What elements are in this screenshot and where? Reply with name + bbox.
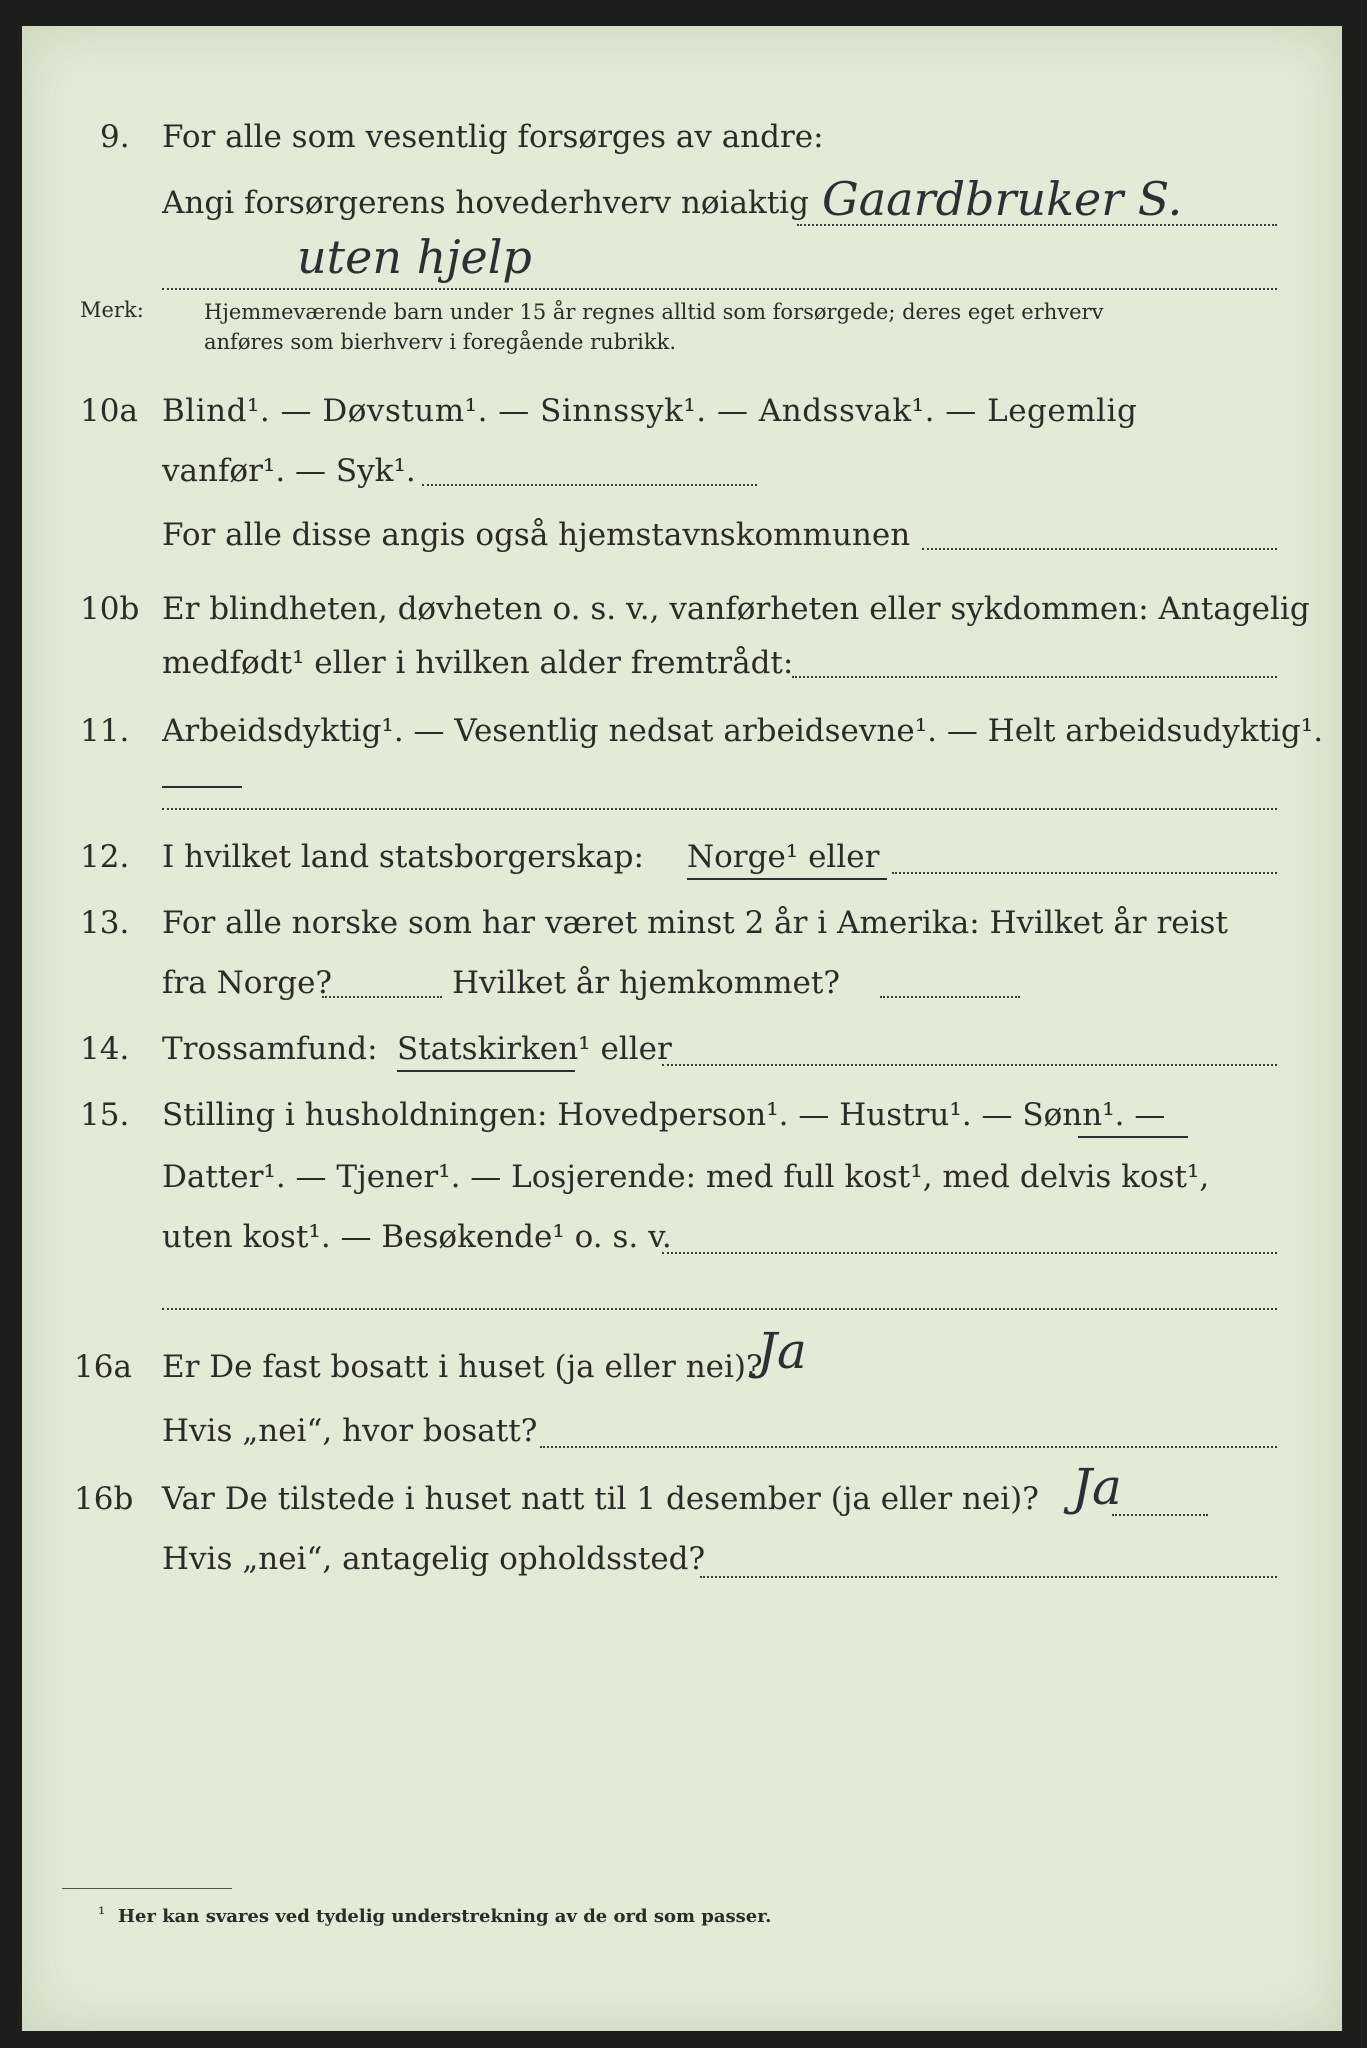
footnote-rule: [62, 1888, 232, 1889]
q10b-answer-line: [792, 676, 1277, 678]
q16a-number: 16a: [74, 1349, 132, 1385]
q10a-line3: For alle disse angis også hjemstavnskommunen: [162, 517, 911, 553]
q10a-hjemstavn-answer-line: [922, 548, 1277, 550]
q10a-number: 10a: [80, 393, 138, 429]
q14-answer-line: [662, 1064, 1277, 1066]
q13-number: 13.: [80, 905, 130, 941]
q16b-opholdssted-answer-line: [700, 1576, 1277, 1578]
q11-answer-line: [162, 808, 1277, 810]
q16a-answer-line: [540, 1446, 1277, 1448]
q10b-number: 10b: [80, 591, 140, 627]
merk-label: Merk:: [80, 298, 144, 322]
q11-underline-mark: [162, 786, 242, 788]
q12-option: Norge¹ eller: [687, 839, 880, 875]
q15-line3: uten kost¹. — Besøkende¹ o. s. v.: [162, 1219, 672, 1255]
q15-answer-line: [662, 1252, 1277, 1254]
q16b-handwritten-answer: Ja: [1072, 1458, 1122, 1516]
q11-number: 11.: [80, 713, 130, 749]
q13-hjemkommet-answer-line: [880, 996, 1020, 998]
q9-number: 9.: [100, 119, 130, 155]
q9-answer-line2: [162, 288, 1277, 290]
footnote-text: Her kan svares ved tydelig understrekning av de ord som passer.: [118, 1906, 772, 1927]
q10a-line1: Blind¹. — Døvstum¹. — Sinnssyk¹. — Andssvak¹. — Legemlig: [162, 393, 1138, 429]
q15-line2: Datter¹. — Tjener¹. — Losjerende: med full kost¹, med delvis kost¹,: [162, 1159, 1210, 1195]
q11-line1: Arbeidsdyktig¹. — Vesentlig nedsat arbeidsevne¹. — Helt arbeidsudyktig¹.: [162, 713, 1324, 749]
q13-reist-answer-line: [322, 996, 442, 998]
q16b-answer-line: [1112, 1514, 1208, 1516]
q10a-syk-answer-line: [422, 484, 757, 486]
q14-underline-mark: [397, 1070, 575, 1072]
q13-line2b: Hvilket år hjemkommet?: [452, 965, 840, 1001]
q10a-line2: vanfør¹. — Syk¹.: [162, 453, 416, 489]
q12-answer-line: [892, 872, 1277, 874]
q9-line1: For alle som vesentlig forsørges av andre:: [162, 119, 824, 155]
q14-option: Statskirken¹ eller: [397, 1031, 672, 1067]
q15-line1: Stilling i husholdningen: Hovedperson¹. — Hustru¹. — Sønn¹. —: [162, 1097, 1166, 1133]
q10b-line1: Er blindheten, døvheten o. s. v., vanførheten eller sykdommen: Antagelig: [162, 591, 1310, 627]
merk-line2: anføres som bierhverv i foregående rubrikk.: [204, 330, 677, 354]
q13-line2a: fra Norge?: [162, 965, 333, 1001]
q15-underline-mark: [1078, 1136, 1188, 1138]
q14-label: Trossamfund:: [162, 1031, 378, 1067]
q16b-line1: Var De tilstede i huset natt til 1 desember (ja eller nei)?: [162, 1481, 1039, 1517]
q12-label: I hvilket land statsborgerskap:: [162, 839, 644, 875]
merk-line1: Hjemmeværende barn under 15 år regnes alltid som forsørgede; deres eget erhverv: [204, 300, 1104, 324]
q16a-handwritten-answer: Ja: [757, 1322, 807, 1380]
q15-number: 15.: [80, 1097, 130, 1133]
q16b-number: 16b: [74, 1481, 134, 1517]
q13-line1: For alle norske som har været minst 2 år i Amerika: Hvilket år reist: [162, 905, 1228, 941]
q9-line2-label: Angi forsørgerens hovederhverv nøiaktig: [162, 185, 809, 221]
census-form-page: [22, 26, 1342, 2031]
q12-number: 12.: [80, 839, 130, 875]
q15-answer-line-2: [162, 1308, 1277, 1310]
q12-underline-mark: [687, 878, 887, 880]
q9-handwritten-answer-2: uten hjelp: [297, 230, 532, 284]
q16b-line2: Hvis „nei“, antagelig opholdssted?: [162, 1541, 706, 1577]
footnote-mark: ¹: [98, 1904, 106, 1925]
q16a-line1: Er De fast bosatt i huset (ja eller nei)?: [162, 1349, 763, 1385]
q10b-line2: medfødt¹ eller i hvilken alder fremtrådt:: [162, 645, 794, 681]
q16a-line2: Hvis „nei“, hvor bosatt?: [162, 1413, 538, 1449]
q9-handwritten-answer-1: Gaardbruker S.: [822, 172, 1183, 226]
q14-number: 14.: [80, 1031, 130, 1067]
